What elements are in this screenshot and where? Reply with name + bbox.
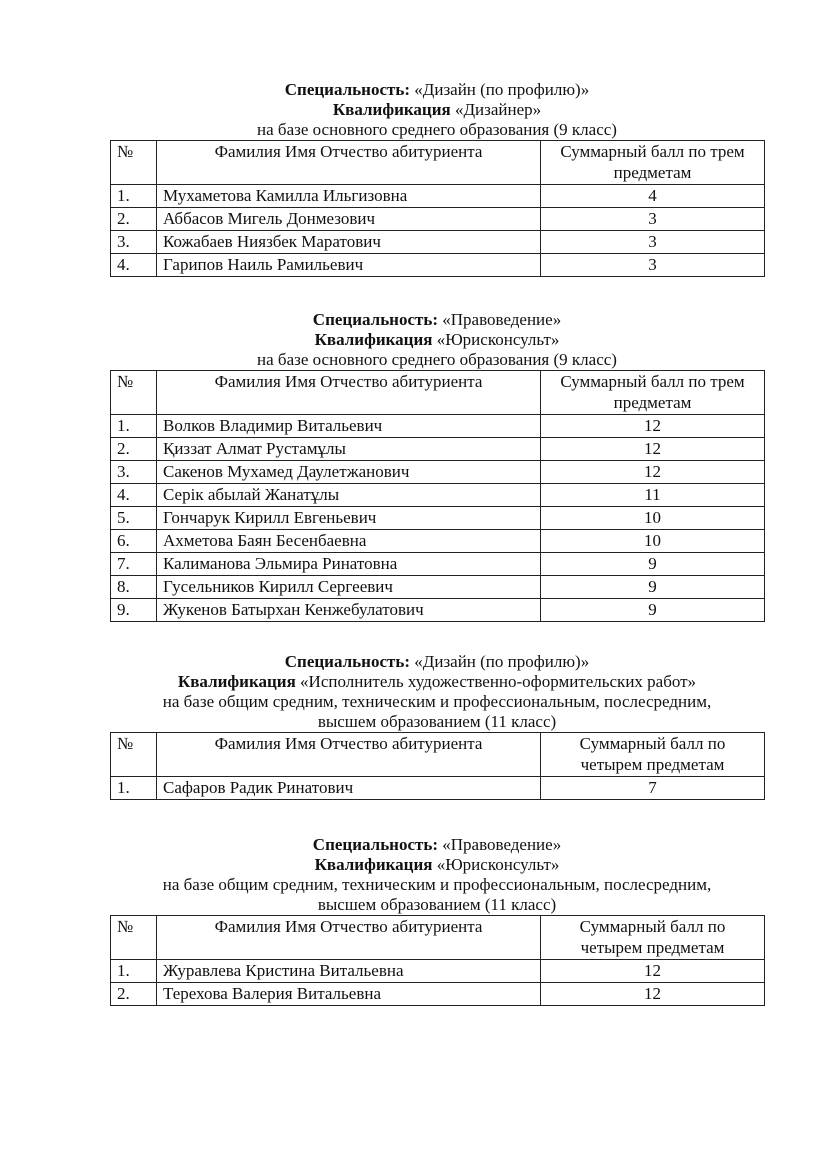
column-header-name: Фамилия Имя Отчество абитуриента <box>157 733 541 777</box>
table-row <box>111 231 765 254</box>
column-header-score: Суммарный балл по четырем предметам <box>541 916 765 960</box>
column-header-number: № <box>111 916 157 960</box>
total-score: 9 <box>541 599 765 622</box>
table-row <box>111 983 765 1006</box>
applicant-name: Серік абылай Жанатұлы <box>157 484 541 507</box>
row-number: 1. <box>111 960 157 983</box>
table-row <box>111 599 765 622</box>
row-number: 7. <box>111 553 157 576</box>
row-number: 8. <box>111 576 157 599</box>
total-score: 12 <box>541 415 765 438</box>
qualification-value: «Юрисконсульт» <box>436 330 560 349</box>
qualification-value: «Юрисконсульт» <box>436 855 560 874</box>
total-score: 9 <box>541 553 765 576</box>
row-number: 4. <box>111 254 157 277</box>
column-header-name: Фамилия Имя Отчество абитуриента <box>157 371 541 415</box>
table-row <box>111 438 765 461</box>
column-header-number: № <box>111 733 157 777</box>
row-number: 2. <box>111 208 157 231</box>
specialty-line <box>110 652 764 672</box>
column-header-number: № <box>111 141 157 185</box>
total-score: 3 <box>541 254 765 277</box>
specialty-value: «Дизайн (по профилю)» <box>414 652 590 671</box>
row-number: 1. <box>111 777 157 800</box>
applicants-table <box>110 140 765 277</box>
specialty-value: «Правоведение» <box>442 835 562 854</box>
total-score: 3 <box>541 231 765 254</box>
column-header-score: Суммарный балл по трем предметам <box>541 371 765 415</box>
section-law-11 <box>110 835 764 1006</box>
total-score: 3 <box>541 208 765 231</box>
table-row <box>111 777 765 800</box>
specialty-label: Специальность: <box>284 652 410 671</box>
qualification-label: Квалификация <box>332 100 451 119</box>
row-number: 2. <box>111 438 157 461</box>
column-header-score: Суммарный балл по трем предметам <box>541 141 765 185</box>
applicants-table <box>110 732 765 800</box>
education-basis-line-2: высшем образованием (11 класс) <box>317 712 557 731</box>
applicant-name: Журавлева Кристина Витальевна <box>157 960 541 983</box>
table-row <box>111 484 765 507</box>
table-row <box>111 185 765 208</box>
table-header-row <box>111 733 765 777</box>
qualification-line <box>110 330 764 350</box>
applicant-name: Терехова Валерия Витальевна <box>157 983 541 1006</box>
table-row <box>111 461 765 484</box>
row-number: 4. <box>111 484 157 507</box>
applicant-name: Сакенов Мухамед Даулетжанович <box>157 461 541 484</box>
education-basis-line-1: на базе общим средним, техническим и профессиональным, послесредним, <box>162 875 712 894</box>
applicants-table <box>110 370 765 622</box>
specialty-label: Специальность: <box>312 310 439 329</box>
specialty-label: Специальность: <box>312 835 439 854</box>
total-score: 7 <box>541 777 765 800</box>
table-row <box>111 507 765 530</box>
table-header-row <box>111 371 765 415</box>
table-row <box>111 960 765 983</box>
table-row <box>111 576 765 599</box>
specialty-value: «Правоведение» <box>442 310 562 329</box>
row-number: 9. <box>111 599 157 622</box>
education-basis: на базе основного среднего образования (9 класс) <box>257 120 617 139</box>
column-header-number: № <box>111 371 157 415</box>
column-header-score: Суммарный балл по четырем предметам <box>541 733 765 777</box>
applicant-name: Гончарук Кирилл Евгеньевич <box>157 507 541 530</box>
applicant-name: Ахметова Баян Бесенбаевна <box>157 530 541 553</box>
qualification-label: Квалификация <box>314 330 433 349</box>
row-number: 3. <box>111 461 157 484</box>
row-number: 5. <box>111 507 157 530</box>
applicant-name: Волков Владимир Витальевич <box>157 415 541 438</box>
total-score: 12 <box>541 960 765 983</box>
qualification-label: Квалификация <box>177 672 296 691</box>
specialty-label: Специальность: <box>284 80 410 99</box>
row-number: 1. <box>111 415 157 438</box>
column-header-name: Фамилия Имя Отчество абитуриента <box>157 141 541 185</box>
applicant-name: Калиманова Эльмира Ринатовна <box>157 553 541 576</box>
education-basis-line-1: на базе общим средним, техническим и профессиональным, послесредним, <box>162 692 712 711</box>
total-score: 4 <box>541 185 765 208</box>
applicant-name: Гарипов Наиль Рамильевич <box>157 254 541 277</box>
applicant-name: Мухаметова Камилла Ильгизовна <box>157 185 541 208</box>
total-score: 10 <box>541 530 765 553</box>
section-design-11 <box>110 652 764 800</box>
total-score: 12 <box>541 983 765 1006</box>
qualification-value: «Исполнитель художественно-оформительских работ» <box>300 672 697 691</box>
table-row <box>111 415 765 438</box>
section-law-9 <box>110 310 764 622</box>
table-row <box>111 530 765 553</box>
total-score: 10 <box>541 507 765 530</box>
applicant-name: Сафаров Радик Ринатович <box>157 777 541 800</box>
education-basis: на базе основного среднего образования (9 класс) <box>257 350 617 369</box>
column-header-name: Фамилия Имя Отчество абитуриента <box>157 916 541 960</box>
applicant-name: Қиззат Алмат Рустамұлы <box>157 438 541 461</box>
section-design-9 <box>110 80 764 277</box>
applicant-name: Кожабаев Ниязбек Маратович <box>157 231 541 254</box>
qualification-line <box>110 855 764 875</box>
row-number: 1. <box>111 185 157 208</box>
total-score: 9 <box>541 576 765 599</box>
row-number: 3. <box>111 231 157 254</box>
table-header-row <box>111 916 765 960</box>
row-number: 6. <box>111 530 157 553</box>
education-basis-line-2: высшем образованием (11 класс) <box>317 895 557 914</box>
applicants-table <box>110 915 765 1006</box>
specialty-line <box>110 80 764 100</box>
qualification-label: Квалификация <box>314 855 433 874</box>
qualification-value: «Дизайнер» <box>454 100 542 119</box>
applicant-name: Аббасов Мигель Донмезович <box>157 208 541 231</box>
specialty-line <box>110 310 764 330</box>
applicant-name: Гусельников Кирилл Сергеевич <box>157 576 541 599</box>
table-row <box>111 254 765 277</box>
applicant-name: Жукенов Батырхан Кенжебулатович <box>157 599 541 622</box>
table-header-row <box>111 141 765 185</box>
specialty-line <box>110 835 764 855</box>
qualification-line <box>110 100 764 120</box>
row-number: 2. <box>111 983 157 1006</box>
total-score: 12 <box>541 438 765 461</box>
total-score: 12 <box>541 461 765 484</box>
table-row <box>111 553 765 576</box>
qualification-line <box>110 672 764 692</box>
table-row <box>111 208 765 231</box>
specialty-value: «Дизайн (по профилю)» <box>414 80 590 99</box>
total-score: 11 <box>541 484 765 507</box>
